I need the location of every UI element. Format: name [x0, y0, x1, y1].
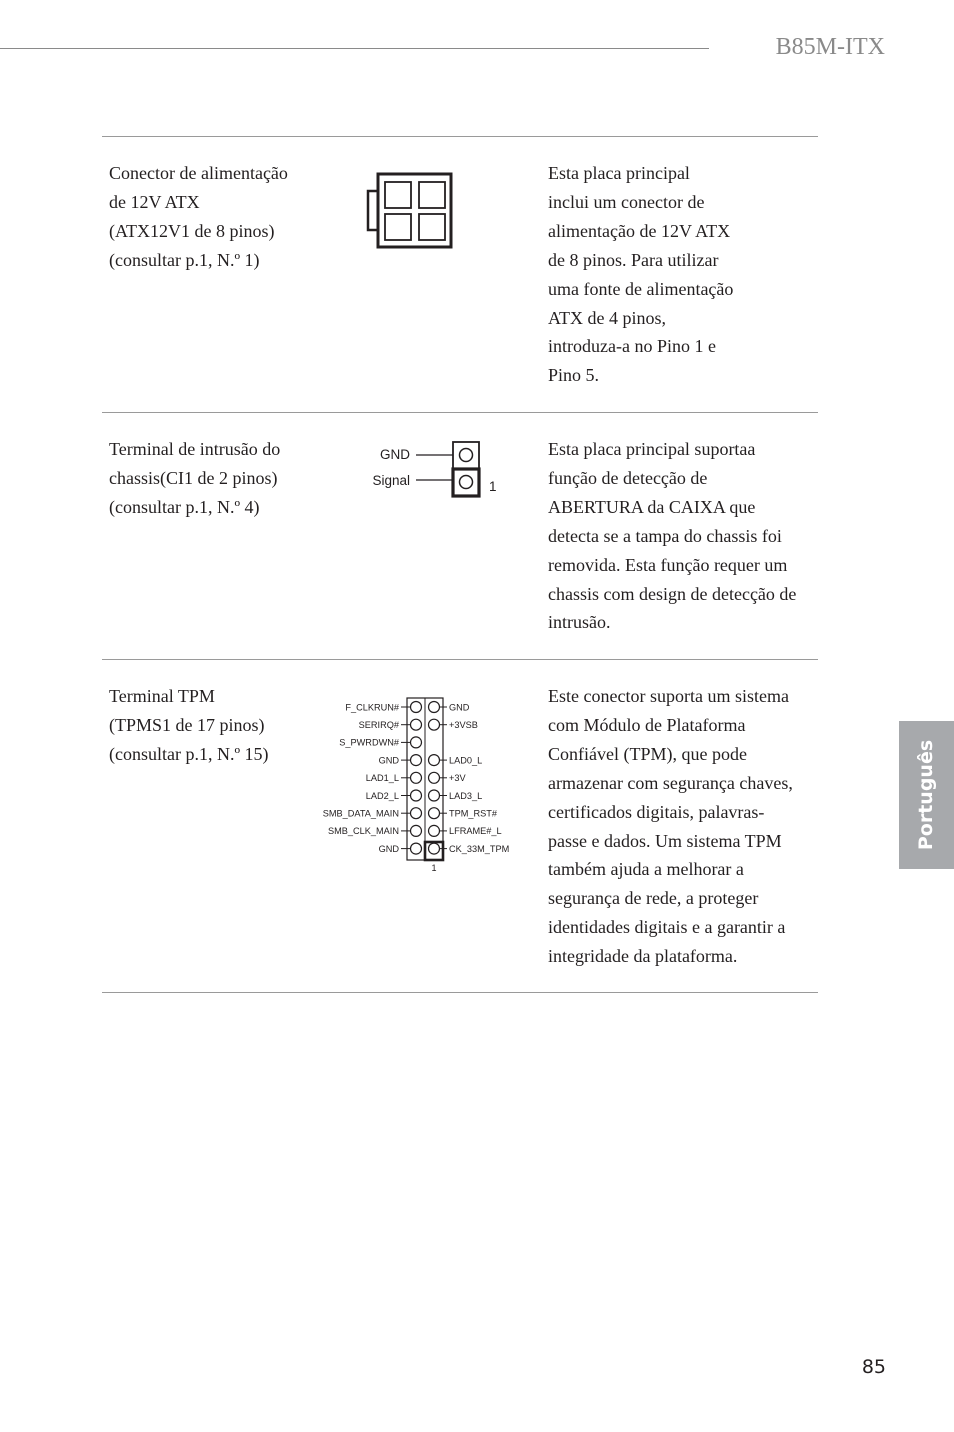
- tpm-pin-label: S_PWRDWN#: [339, 737, 399, 748]
- tpm-pin-right: [429, 790, 440, 801]
- tpm-pin-label: CK_33M_TPM: [449, 843, 510, 854]
- section-divider: [102, 412, 818, 413]
- tpm-description: Este conector suporta um sistema com Módulo de Plataforma Confiável (TPM), que pode armazenar com segurança chaves, certificados digitais, palavras- passe e dados. Um sistema TPM também ajuda a melhorar a segurança de rede, a proteger identidades digitais e a garantir a integridade da plataforma.: [548, 686, 793, 967]
- tpm-pin-left: [411, 737, 422, 748]
- tpm-pin-label: F_CLKRUN#: [345, 702, 399, 713]
- tpm-pin-label: GND: [449, 702, 470, 713]
- tpm-title: Terminal TPM (TPMS1 de 17 pinos) (consultar p.1, N.º 15): [109, 686, 269, 764]
- section-divider: [102, 659, 818, 660]
- chassis-intrusion-diagram: [360, 438, 510, 502]
- tpm-pin-right: [429, 755, 440, 766]
- gnd-label: GND: [380, 447, 410, 462]
- tpm-pin1-label: 1: [431, 863, 437, 873]
- tpm-pin-right: [429, 825, 440, 836]
- tpm-pin-label: LAD3_L: [449, 790, 483, 801]
- pin1-label: 1: [489, 479, 497, 494]
- tpm-pin-label: GND: [378, 755, 399, 766]
- tpm-pin-label: SMB_CLK_MAIN: [328, 826, 399, 837]
- tpm-pin-right: [429, 808, 440, 819]
- section-divider: [102, 136, 818, 137]
- chassis-intrusion-title: Terminal de intrusão do chassis(CI1 de 2 pinos) (consultar p.1, N.º 4): [109, 439, 281, 517]
- tpm-pin-left: [411, 702, 422, 713]
- tpm-pin-label: LAD1_L: [365, 773, 399, 784]
- section-divider: [102, 992, 818, 993]
- tpm-pin-label: +3VSB: [449, 720, 478, 730]
- tpm-pin-right: [429, 702, 440, 713]
- tpm-header-diagram: [300, 694, 530, 878]
- tpm-pin-label: LAD0_L: [449, 755, 483, 766]
- signal-label: Signal: [372, 473, 410, 488]
- tpm-pin-left: [411, 825, 422, 836]
- tpm-pin-label: SERIRQ#: [358, 720, 399, 730]
- tpm-pin-left: [411, 843, 422, 854]
- language-tab-label: Português: [915, 739, 938, 851]
- tpm-pin-left: [411, 719, 422, 730]
- tpm-pin-right: [429, 772, 440, 783]
- tpm-pin-label: GND: [378, 843, 399, 854]
- language-tab: [899, 721, 954, 869]
- atx12v-description: Esta placa principal inclui um conector de alimentação de 12V ATX de 8 pinos. Para utilizar uma fonte de alimentação ATX de 4 pinos, introduza-a no Pino 1 e Pino 5.: [548, 163, 734, 386]
- tpm-pin-label: SMB_DATA_MAIN: [322, 808, 399, 819]
- chassis-intrusion-description: Esta placa principal suportaa função de detecção de ABERTURA da CAIXA que detecta se a tampa do chassis foi removida. Esta função requer um chassis com design de detecção de intrusão.: [548, 439, 797, 633]
- atx12v-connector-diagram: [366, 172, 456, 252]
- atx12v-title: Conector de alimentação de 12V ATX (ATX12V1 de 8 pinos) (consultar p.1, N.º 1): [109, 163, 288, 270]
- tpm-pin-left: [411, 755, 422, 766]
- tpm-pin-label: LFRAME#_L: [449, 826, 502, 837]
- tpm-pin-label: LAD2_L: [365, 790, 399, 801]
- tpm-pin-right: [429, 843, 440, 854]
- tpm-pin-left: [411, 772, 422, 783]
- tpm-pin-left: [411, 790, 422, 801]
- header-rule: [0, 48, 709, 49]
- tpm-pin-right: [429, 719, 440, 730]
- page-number: 85: [861, 1356, 886, 1378]
- model-title: B85M-ITX: [775, 34, 885, 60]
- tpm-pin-label: +3V: [449, 773, 466, 784]
- tpm-pin-label: TPM_RST#: [449, 808, 497, 819]
- tpm-pin-left: [411, 808, 422, 819]
